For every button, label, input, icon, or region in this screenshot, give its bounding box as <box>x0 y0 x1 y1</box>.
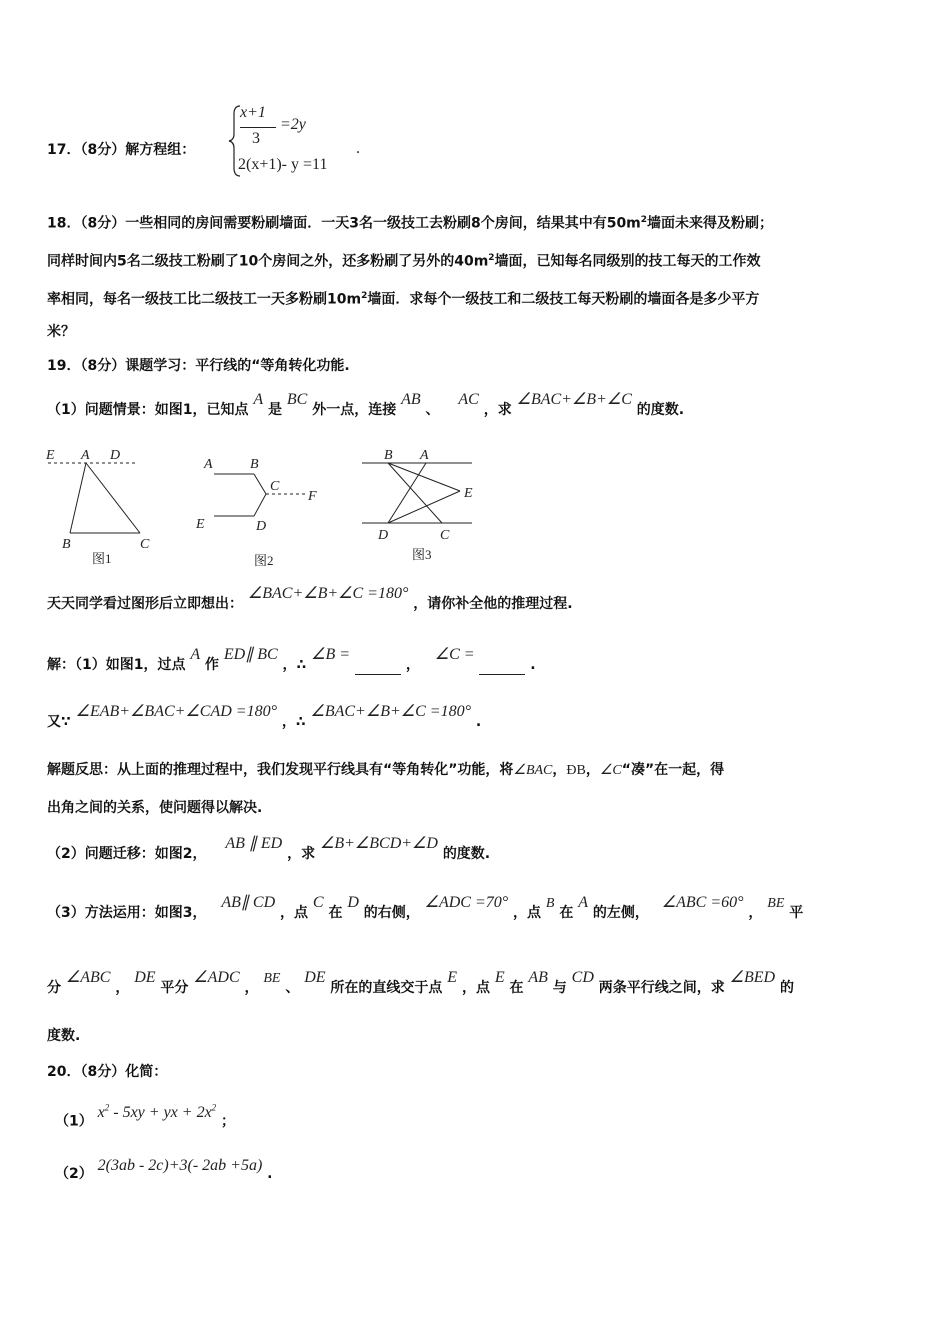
text: 的度数. <box>636 402 685 418</box>
text: ， <box>405 657 420 673</box>
line-bc <box>254 474 266 494</box>
q19-title: 19．（8分）课题学习：平行线的“等角转化功能. <box>47 358 350 374</box>
q19-part2 <box>47 835 491 864</box>
text: ，点 <box>513 905 542 921</box>
line-ad <box>388 463 426 523</box>
q20-part1 <box>55 1103 236 1131</box>
text: 在 <box>559 905 574 921</box>
label-c: C <box>270 479 280 494</box>
q19-part3 <box>47 894 804 924</box>
math: ∠B+∠BCD+∠D <box>319 835 438 852</box>
superscript: 2 <box>640 215 648 225</box>
math: DE <box>304 969 326 986</box>
label-a: A <box>420 448 429 463</box>
figure-1-caption: 图1 <box>92 551 112 566</box>
math: ÐB <box>566 763 586 778</box>
math: C <box>312 894 324 911</box>
q17-end: . <box>356 140 360 157</box>
side-ab <box>70 463 86 533</box>
math: E <box>494 969 505 986</box>
text: （2） <box>55 1166 93 1182</box>
math: ∠C <box>599 763 622 778</box>
text: 与 <box>552 980 567 996</box>
text: ， <box>748 905 763 921</box>
math: 2(3ab - 2c)+3(- 2ab +5a) <box>97 1157 263 1174</box>
text: （1） <box>55 1113 93 1130</box>
q18-text: 18．（8分）一些相同的房间需要粉刷墙面．一天3名一级技工去粉刷8个房间，结果其中有50m <box>47 215 641 232</box>
math: ∠ADC <box>193 969 240 986</box>
text: ，∴ <box>281 714 306 730</box>
math: BC <box>286 391 308 408</box>
q17-eq1-num: x+1 <box>240 104 266 121</box>
label-a: A <box>204 457 213 472</box>
text: ， <box>552 762 567 778</box>
math: E <box>447 969 458 986</box>
label-e: E <box>196 517 205 532</box>
label-b: B <box>384 448 393 463</box>
label-a: A <box>81 448 90 463</box>
math: ∠BAC+∠B+∠C =180° <box>247 585 409 602</box>
text: 作 <box>205 657 220 673</box>
label-d: D <box>256 519 267 534</box>
text: “凑”在一起，得 <box>621 762 725 778</box>
q18-text: 墙面，已知每名同级别的技工每天的工作效 <box>494 253 761 270</box>
text: . <box>267 1166 273 1182</box>
math: ∠B = <box>311 646 351 663</box>
line-bc <box>388 463 442 523</box>
q19-think <box>47 585 573 614</box>
text: 解题反思：从上面的推理过程中，我们发现平行线具有“等角转化”功能，将 <box>47 762 514 778</box>
figure-1 <box>44 445 159 570</box>
q19-part3-end: 度数. <box>47 1028 81 1044</box>
label-f: F <box>308 489 317 504</box>
math: ∠BAC+∠B+∠C <box>516 391 632 408</box>
math: ED∥ BC <box>223 646 278 663</box>
math: BE <box>263 971 281 986</box>
superscript: 2 <box>211 1103 217 1113</box>
text: . <box>475 714 482 730</box>
text: 的 <box>779 980 794 996</box>
q20-title: 20．（8分）化简： <box>47 1064 168 1080</box>
text: 解：（1）如图1，过点 <box>47 657 186 673</box>
math: AB∥ CD <box>221 894 276 911</box>
q19-again <box>47 703 482 732</box>
text: 是 <box>268 402 283 418</box>
q17-prefix: 17．（8分）解方程组： <box>47 142 196 158</box>
text: ； <box>221 1113 236 1130</box>
text: 又∵ <box>47 714 71 730</box>
q17-system <box>228 100 368 180</box>
text: 平分 <box>160 980 189 996</box>
label-c: C <box>440 528 450 543</box>
math: ∠C = <box>434 646 475 663</box>
math <box>98 1104 217 1121</box>
line-de <box>388 491 460 523</box>
line-be <box>388 463 460 491</box>
math: B <box>545 896 555 911</box>
text: 所在的直线交于点 <box>330 980 443 996</box>
text: ，点 <box>280 905 309 921</box>
q19-part3-cont <box>47 969 794 999</box>
math: BE <box>767 896 785 911</box>
math: DE <box>134 969 156 986</box>
math: ∠ADC =70° <box>424 894 509 911</box>
text: 外一点，连接 <box>312 402 397 418</box>
q19-solution <box>47 646 536 675</box>
side-ac <box>86 463 140 533</box>
math: ∠EAB+∠BAC+∠CAD =180° <box>75 703 277 720</box>
math: A <box>253 391 264 408</box>
math: ∠BAC <box>513 763 553 778</box>
text: ，点 <box>461 980 490 996</box>
math: A <box>578 894 589 911</box>
math: AB ∥ ED <box>225 835 283 852</box>
q18-text: 同样时间内5名二级技工粉刷了10个房间之外，还多粉刷了另外的40m <box>47 253 489 270</box>
figure-3-caption: 图3 <box>412 547 432 562</box>
q17-eq2: 2(x+1)- y =11 <box>238 156 328 173</box>
q19-part1 <box>47 391 685 420</box>
math: ∠BED <box>729 969 776 986</box>
text: ，求 <box>287 846 316 862</box>
text: ， <box>244 980 259 996</box>
text: 、 <box>425 402 440 418</box>
text: 在 <box>509 980 524 996</box>
figure-2-caption: 图2 <box>254 553 274 568</box>
text: 的右侧， <box>363 905 420 921</box>
superscript: 2 <box>361 291 368 301</box>
text: ，请你补全他的推理过程. <box>413 596 573 612</box>
text: （2）问题迁移：如图2， <box>47 846 207 862</box>
text: ， <box>115 980 130 996</box>
math: ∠BAC+∠B+∠C =180° <box>310 703 471 720</box>
math-expr: - 5xy + yx + 2x <box>113 1104 212 1122</box>
label-d: D <box>110 448 121 463</box>
q18-line-2 <box>47 248 761 272</box>
text: ，∴ <box>282 657 307 673</box>
answer-blank[interactable] <box>355 660 401 675</box>
q19-reflect-1 <box>47 760 724 781</box>
q17-line <box>47 140 195 160</box>
math: CD <box>571 969 594 986</box>
q20-part2 <box>55 1157 273 1184</box>
label-e: E <box>46 448 55 463</box>
text: （1）问题情景：如图1，已知点 <box>47 402 249 418</box>
text: ， <box>585 762 600 778</box>
text: . <box>530 657 536 673</box>
q19-reflect-2: 出角之间的关系，使问题得以解决. <box>47 800 263 816</box>
q18-line-4: 米？ <box>47 324 75 340</box>
text: 的左侧， <box>592 905 649 921</box>
math: A <box>190 646 201 663</box>
figure-2 <box>192 450 327 575</box>
label-b: B <box>250 457 259 472</box>
label-e: E <box>464 486 473 501</box>
superscript: 2 <box>104 1103 110 1113</box>
superscript: 2 <box>488 253 495 263</box>
text: 、 <box>285 980 300 996</box>
q18-line-1 <box>47 210 773 234</box>
fraction-bar <box>240 127 276 128</box>
text: 天天同学看过图形后立即想出： <box>47 596 243 612</box>
q18-line-3 <box>47 286 759 310</box>
math: D <box>347 894 359 911</box>
text: 平 <box>789 905 804 921</box>
text: 两条平行线之间，求 <box>598 980 725 996</box>
label-b: B <box>62 537 71 552</box>
line-cd <box>254 494 266 516</box>
math: ∠ABC =60° <box>661 894 744 911</box>
text: 的度数. <box>442 846 491 862</box>
figure-3 <box>358 445 483 570</box>
label-d: D <box>378 528 389 543</box>
text: ，求 <box>483 402 512 418</box>
text: （3）方法运用：如图3， <box>47 905 207 921</box>
math: AB <box>528 969 548 986</box>
q18-text: 率相同，每名一级技工比二级技工一天多粉刷10m <box>47 291 362 308</box>
math: AB <box>401 391 421 408</box>
answer-blank[interactable] <box>479 660 525 675</box>
text: 分 <box>47 980 61 996</box>
math: AC <box>458 391 479 408</box>
label-c: C <box>140 537 150 552</box>
q18-text: 墙面．求每个一级技工和二级技工每天粉刷的墙面各是多少平方 <box>367 291 760 308</box>
q17-eq1-rhs: =2y <box>280 116 306 133</box>
q17-eq1-den: 3 <box>252 130 260 147</box>
q18-text: 墙面未来得及粉刷； <box>647 215 774 232</box>
math-var: x <box>97 1104 105 1122</box>
text: 在 <box>328 905 343 921</box>
math: ∠ABC <box>65 969 111 986</box>
